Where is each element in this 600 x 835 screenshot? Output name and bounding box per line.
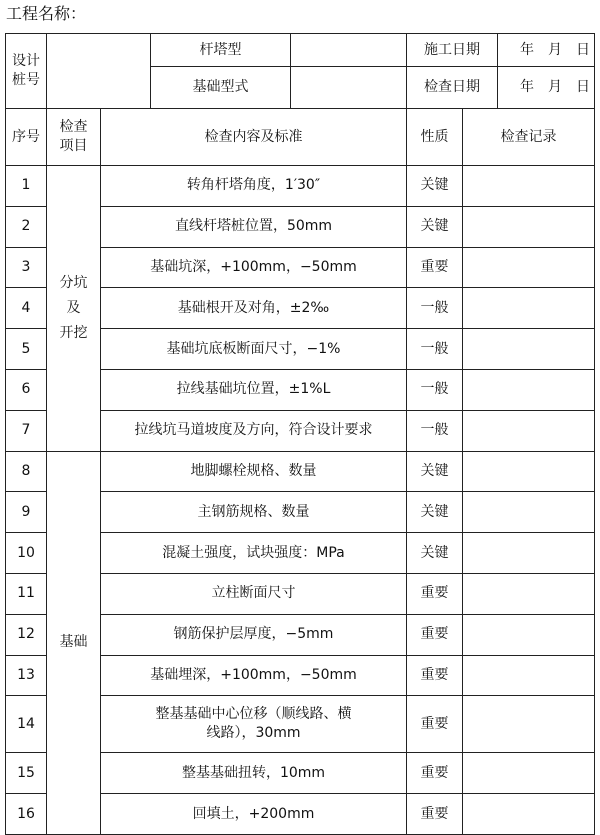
group-excavation-line-1: 分坑 xyxy=(59,274,88,291)
design-stake-header xyxy=(6,34,47,109)
row-nature: 重要 xyxy=(407,753,463,794)
row-nature: 一般 xyxy=(407,369,463,410)
item-header-line-2: 项目 xyxy=(59,138,88,154)
row-number: 10 xyxy=(6,533,47,574)
row-content: 拉线基础坑位置，±1%L xyxy=(101,369,407,410)
row-nature: 重要 xyxy=(407,794,463,835)
row-nature: 重要 xyxy=(407,247,463,288)
row-record[interactable] xyxy=(463,492,595,533)
row-content xyxy=(101,696,407,753)
row-number: 7 xyxy=(6,410,47,451)
content-column-header: 检查内容及标准 xyxy=(101,109,407,166)
row-content: 立柱断面尺寸 xyxy=(101,573,407,614)
foundation-type-label: 基础型式 xyxy=(151,67,291,109)
row-number: 8 xyxy=(6,451,47,492)
row-record[interactable] xyxy=(463,614,595,655)
group-excavation xyxy=(47,166,101,452)
design-stake-label-1: 设计 xyxy=(12,53,40,69)
row-content: 直线杆塔桩位置，50mm xyxy=(101,206,407,247)
row-nature: 一般 xyxy=(407,410,463,451)
row-record[interactable] xyxy=(463,573,595,614)
tower-type-value[interactable] xyxy=(291,34,407,67)
row-record[interactable] xyxy=(463,329,595,370)
row-nature: 一般 xyxy=(407,329,463,370)
row-number: 12 xyxy=(6,614,47,655)
inspection-date-label: 检查日期 xyxy=(407,67,498,109)
row-number: 3 xyxy=(6,247,47,288)
row-content: 转角杆塔角度，1′30″ xyxy=(101,166,407,207)
row-content: 基础坑底板断面尺寸，−1% xyxy=(101,329,407,370)
row-record[interactable] xyxy=(463,451,595,492)
row-content-line-2: 线路），30mm xyxy=(206,725,301,742)
construction-date-value[interactable]: 年 月 日 xyxy=(498,34,595,67)
row-content: 主钢筋规格、数量 xyxy=(101,492,407,533)
foundation-type-value[interactable] xyxy=(291,67,407,109)
group-excavation-line-2: 及 xyxy=(66,299,81,316)
design-stake-label-2: 桩号 xyxy=(12,72,40,88)
row-record[interactable] xyxy=(463,369,595,410)
row-nature: 关键 xyxy=(407,492,463,533)
row-record[interactable] xyxy=(463,288,595,329)
row-content: 基础坑深，+100mm，−50mm xyxy=(101,247,407,288)
row-number: 14 xyxy=(6,696,47,753)
row-nature: 一般 xyxy=(407,288,463,329)
row-number: 11 xyxy=(6,573,47,614)
design-stake-value[interactable] xyxy=(47,34,151,109)
project-name-label: 工程名称： xyxy=(6,4,87,23)
row-content: 基础埋深，+100mm，−50mm xyxy=(101,655,407,696)
construction-date-label: 施工日期 xyxy=(407,34,498,67)
row-nature: 重要 xyxy=(407,573,463,614)
row-record[interactable] xyxy=(463,533,595,574)
row-nature: 关键 xyxy=(407,451,463,492)
row-content-line-1: 整基基础中心位移（顺线路、横 xyxy=(155,706,352,723)
row-nature: 重要 xyxy=(407,614,463,655)
row-nature: 关键 xyxy=(407,206,463,247)
row-number: 15 xyxy=(6,753,47,794)
row-number: 9 xyxy=(6,492,47,533)
row-record[interactable] xyxy=(463,206,595,247)
row-content: 地脚螺栓规格、数量 xyxy=(101,451,407,492)
group-excavation-line-3: 开挖 xyxy=(59,324,88,341)
row-content: 基础根开及对角，±2‰ xyxy=(101,288,407,329)
inspection-table xyxy=(5,33,595,835)
item-header-line-1: 检查 xyxy=(59,119,88,135)
row-nature: 关键 xyxy=(407,166,463,207)
row-record[interactable] xyxy=(463,794,595,835)
row-content: 拉线坑马道坡度及方向，符合设计要求 xyxy=(101,410,407,451)
row-nature: 重要 xyxy=(407,696,463,753)
row-number: 6 xyxy=(6,369,47,410)
item-column-header xyxy=(47,109,101,166)
record-column-header: 检查记录 xyxy=(463,109,595,166)
group-foundation: 基础 xyxy=(47,451,101,834)
seq-column-header: 序号 xyxy=(6,109,47,166)
row-content: 整基基础扭转，10mm xyxy=(101,753,407,794)
row-nature: 重要 xyxy=(407,655,463,696)
row-record[interactable] xyxy=(463,247,595,288)
row-content: 回填土，+200mm xyxy=(101,794,407,835)
row-record[interactable] xyxy=(463,410,595,451)
row-number: 13 xyxy=(6,655,47,696)
nature-column-header: 性质 xyxy=(407,109,463,166)
row-nature: 关键 xyxy=(407,533,463,574)
row-record[interactable] xyxy=(463,166,595,207)
row-record[interactable] xyxy=(463,655,595,696)
row-content: 混凝土强度，试块强度：MPa xyxy=(101,533,407,574)
row-record[interactable] xyxy=(463,753,595,794)
tower-type-label: 杆塔型 xyxy=(151,34,291,67)
row-number: 1 xyxy=(6,166,47,207)
row-number: 4 xyxy=(6,288,47,329)
row-content: 钢筋保护层厚度，−5mm xyxy=(101,614,407,655)
row-record[interactable] xyxy=(463,696,595,753)
row-number: 5 xyxy=(6,329,47,370)
row-number: 2 xyxy=(6,206,47,247)
row-number: 16 xyxy=(6,794,47,835)
inspection-date-value[interactable]: 年 月 日 xyxy=(498,67,595,109)
